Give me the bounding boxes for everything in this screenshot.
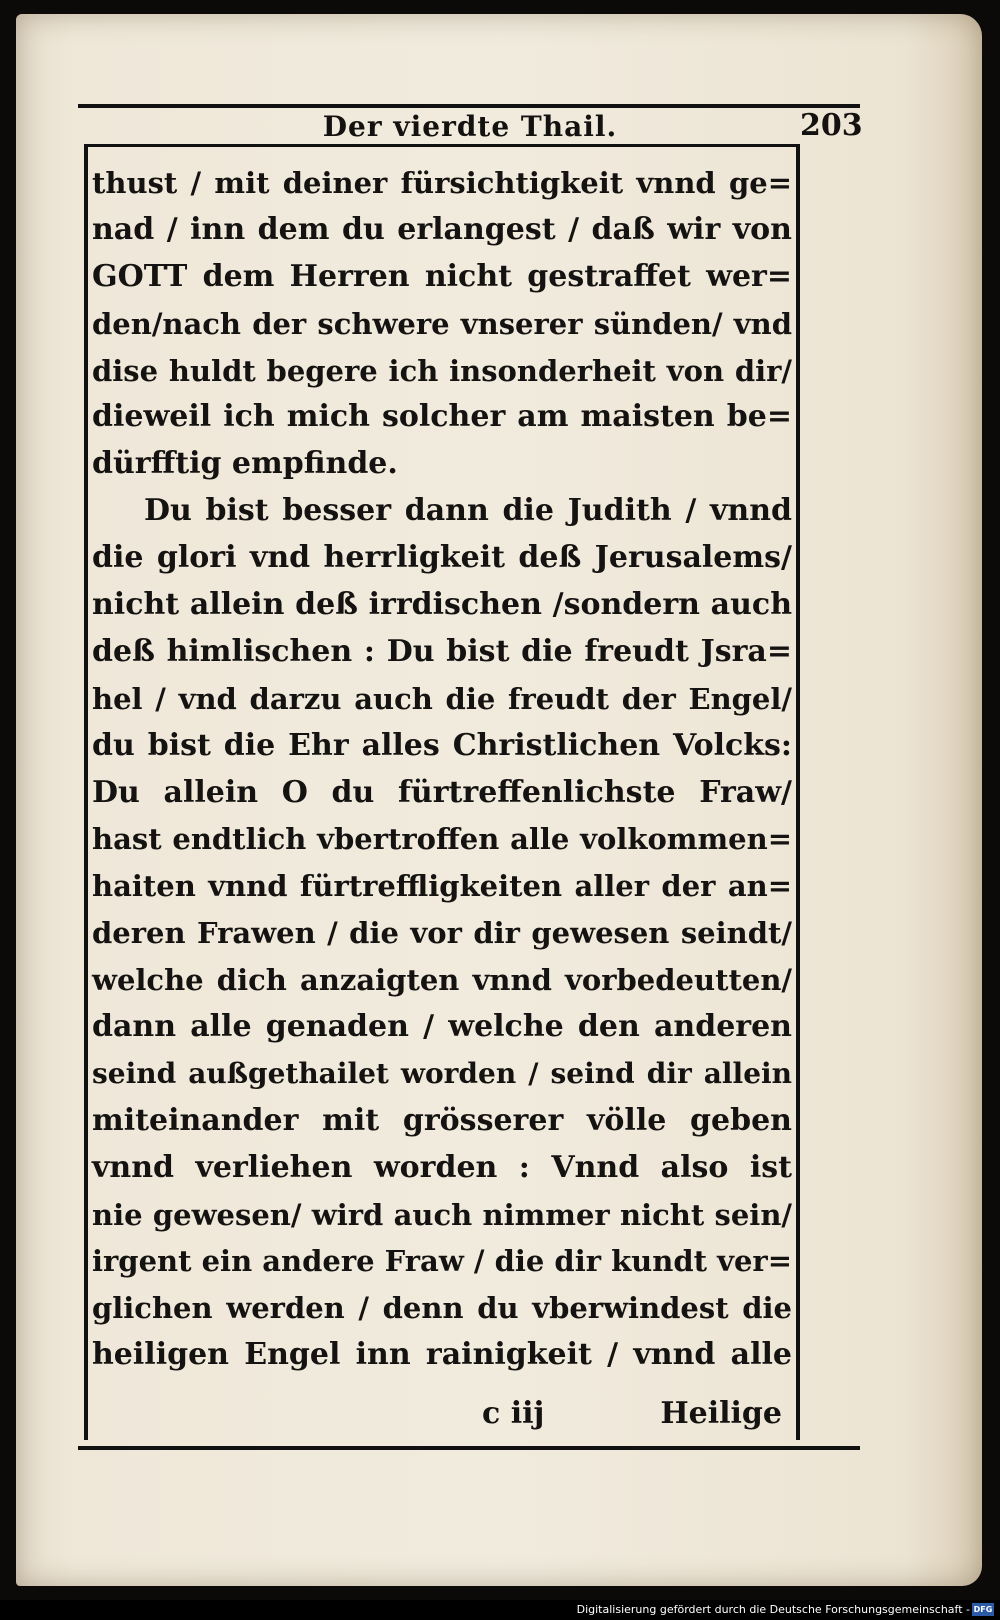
text-line: hast endtlich vbertroffen alle volkommen= (92, 822, 792, 857)
text-line: haiten vnnd fürtreffligkeiten aller der an= (92, 869, 792, 904)
header-rule (84, 144, 800, 147)
text-line: irgent ein andere Fraw / die dir kundt ver= (92, 1244, 792, 1279)
text-line: dieweil ich mich solcher am maisten be= (92, 399, 792, 435)
catchword: Heilige (660, 1396, 782, 1431)
text-line: du bist die Ehr alles Christlichen Volcks: (92, 727, 792, 763)
digitization-note: Digitalisierung gefördert durch die Deutsche Forschungsgemeinschaft - (576, 1603, 970, 1616)
page-number: 203 (800, 108, 863, 143)
text-line: glichen werden / denn du vberwindest die (92, 1291, 792, 1326)
running-head: Der vierdte Thail. (322, 110, 618, 143)
text-line: deß himlischen : Du bist die freudt Jsra= (92, 633, 792, 669)
text-line: GOTT dem Herren nicht gestraffet wer= (92, 258, 792, 294)
text-line: die glori vnd herrligkeit deß Jerusalems/ (92, 540, 792, 576)
text-line: Du bist besser dann die Judith / vnnd (144, 493, 792, 529)
text-line: nie gewesen/ wird auch nimmer nicht sein/ (92, 1197, 792, 1232)
text-line: nad / inn dem du erlangest / daß wir von (92, 211, 792, 247)
text-line: dann alle genaden / welche den anderen (92, 1009, 792, 1045)
text-line: Du allein O du fürtreffenlichste Fraw/ (92, 774, 792, 810)
dfg-logo-icon: DFG (973, 1605, 993, 1614)
text-line: deren Frawen / die vor dir gewesen seindt/ (92, 916, 792, 951)
text-line: nicht allein deß irrdischen /sondern auch (92, 587, 792, 623)
text-line: dise huldt begere ich insonderheit von dir/ (92, 353, 792, 388)
text-line: hel / vnd darzu auch die freudt der Engel/ (92, 681, 792, 716)
text-line: heiligen Engel inn rainigkeit / vnnd alle (92, 1337, 792, 1373)
text-line: den/nach der schwere vnserer sünden/ vnd (92, 306, 792, 341)
frame-left-rule (84, 146, 88, 1440)
text-line: welche dich anzaigten vnnd vorbedeutten/ (92, 963, 792, 998)
text-line: thust / mit deiner fürsichtigkeit vnnd ge= (92, 166, 792, 200)
frame-right-rule (796, 146, 800, 1440)
signature-mark: c iij (482, 1396, 545, 1431)
text-line: vnnd verliehen worden : Vnnd also ist (92, 1149, 792, 1185)
text-line: seind außgethailet worden / seind dir allein (92, 1056, 792, 1090)
body-text (92, 160, 792, 1379)
text-line: dürfftig empfinde. (92, 446, 398, 482)
footer-line (92, 1392, 792, 1436)
text-line: miteinander mit grösserer völle geben (92, 1102, 792, 1138)
